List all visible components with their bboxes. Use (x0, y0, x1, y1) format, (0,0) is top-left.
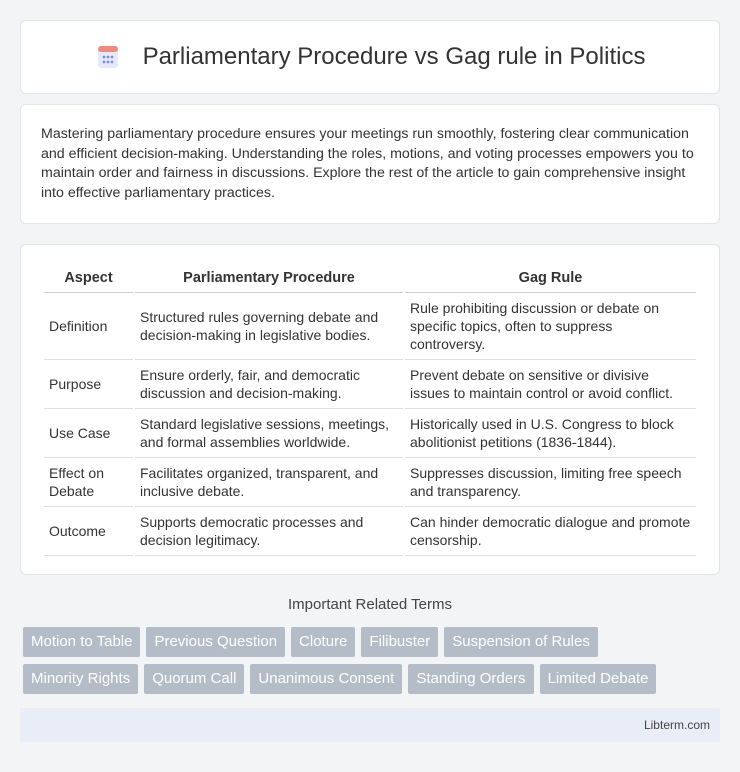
tag-row (23, 664, 723, 694)
tag-motion-to-table[interactable]: Motion to Table (23, 627, 140, 657)
row-gag: Can hinder democratic dialogue and promote censorship. (405, 507, 696, 556)
table-row (44, 507, 696, 556)
row-aspect: Effect on Debate (44, 458, 133, 507)
row-aspect: Use Case (44, 409, 133, 458)
tag-filibuster[interactable]: Filibuster (361, 627, 438, 657)
row-parliamentary: Facilitates organized, transparent, and inclusive debate. (135, 458, 403, 507)
footer-site-link[interactable]: Libterm.com (643, 718, 710, 732)
row-parliamentary: Structured rules governing debate and decision-making in legislative bodies. (135, 293, 403, 360)
intro-paragraph: Mastering parliamentary procedure ensures your meetings run smoothly, fostering clear communication and efficient decision-making. Understanding the roles, motions, and voting processes empowers you to maintain order and fairness in discussions. Explore the rest of the article to gain comprehensive insight into effective parliamentary practices. (41, 126, 694, 201)
related-terms (23, 627, 723, 701)
document-icon (95, 44, 121, 70)
row-parliamentary: Supports democratic processes and decision legitimacy. (135, 507, 403, 556)
tag-suspension-of-rules[interactable]: Suspension of Rules (444, 627, 598, 657)
page-title: Parliamentary Procedure vs Gag rule in Politics (142, 43, 646, 70)
row-parliamentary: Standard legislative sessions, meetings, and formal assemblies worldwide. (135, 409, 403, 458)
related-terms-title: Important Related Terms (288, 596, 452, 613)
intro-card (20, 104, 720, 224)
row-aspect: Outcome (44, 507, 133, 556)
table-row (44, 409, 696, 458)
row-gag: Historically used in U.S. Congress to block abolitionist petitions (1836-1844). (405, 409, 696, 458)
row-aspect: Definition (44, 293, 133, 360)
table-row (44, 360, 696, 409)
row-gag: Rule prohibiting discussion or debate on specific topics, often to suppress controversy. (405, 293, 696, 360)
tag-previous-question[interactable]: Previous Question (146, 627, 285, 657)
row-gag: Prevent debate on sensitive or divisive issues to maintain control or avoid conflict. (405, 360, 696, 409)
tag-standing-orders[interactable]: Standing Orders (408, 664, 533, 694)
tag-quorum-call[interactable]: Quorum Call (144, 664, 244, 694)
tag-cloture[interactable]: Cloture (291, 627, 355, 657)
footer (20, 708, 720, 742)
title-card (20, 20, 720, 94)
table-row (44, 293, 696, 360)
tag-unanimous-consent[interactable]: Unanimous Consent (250, 664, 402, 694)
header-gag-rule: Gag Rule (405, 264, 696, 293)
row-gag: Suppresses discussion, limiting free speech and transparency. (405, 458, 696, 507)
comparison-table (42, 264, 698, 556)
row-aspect: Purpose (44, 360, 133, 409)
header-parliamentary-procedure: Parliamentary Procedure (135, 264, 403, 293)
row-parliamentary: Ensure orderly, fair, and democratic discussion and decision-making. (135, 360, 403, 409)
table-header-row (44, 264, 696, 293)
tag-limited-debate[interactable]: Limited Debate (540, 664, 657, 694)
table-row (44, 458, 696, 507)
tag-minority-rights[interactable]: Minority Rights (23, 664, 138, 694)
comparison-card (20, 244, 720, 575)
tag-row (23, 627, 723, 657)
header-aspect: Aspect (44, 264, 133, 293)
